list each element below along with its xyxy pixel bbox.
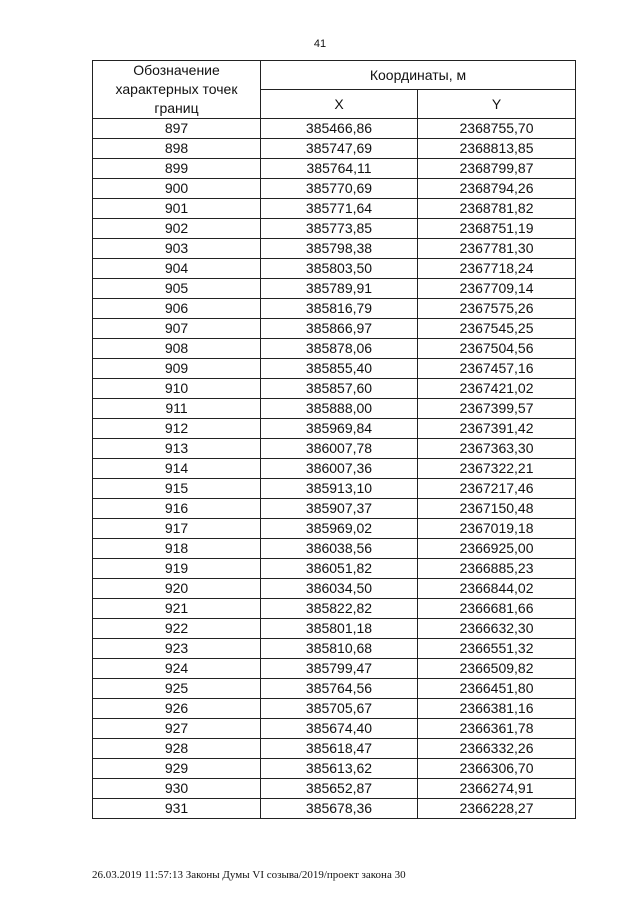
point-id-cell: 916 <box>93 499 261 519</box>
point-id-cell: 926 <box>93 699 261 719</box>
y-coordinate-cell: 2366925,00 <box>418 539 576 559</box>
y-coordinate-cell: 2367399,57 <box>418 399 576 419</box>
x-coordinate-cell: 385613,62 <box>261 759 418 779</box>
x-coordinate-cell: 385866,97 <box>261 319 418 339</box>
point-id-cell: 911 <box>93 399 261 419</box>
table-row <box>93 159 576 179</box>
x-coordinate-cell: 385652,87 <box>261 779 418 799</box>
x-coordinate-cell: 386038,56 <box>261 539 418 559</box>
y-coordinate-cell: 2367391,42 <box>418 419 576 439</box>
table-row <box>93 199 576 219</box>
x-coordinate-cell: 385810,68 <box>261 639 418 659</box>
y-coordinate-cell: 2366228,27 <box>418 799 576 819</box>
table-row <box>93 559 576 579</box>
y-coordinate-cell: 2366681,66 <box>418 599 576 619</box>
point-id-cell: 905 <box>93 279 261 299</box>
table-row <box>93 739 576 759</box>
table-row <box>93 679 576 699</box>
x-coordinate-cell: 385969,84 <box>261 419 418 439</box>
table-row <box>93 439 576 459</box>
y-coordinate-cell: 2366551,32 <box>418 639 576 659</box>
point-id-cell: 920 <box>93 579 261 599</box>
point-id-cell: 930 <box>93 779 261 799</box>
x-coordinate-cell: 385466,86 <box>261 119 418 139</box>
x-coordinate-cell: 385822,82 <box>261 599 418 619</box>
point-id-cell: 897 <box>93 119 261 139</box>
y-coordinate-cell: 2368751,19 <box>418 219 576 239</box>
point-id-cell: 929 <box>93 759 261 779</box>
y-coordinate-cell: 2366885,23 <box>418 559 576 579</box>
x-coordinate-cell: 385907,37 <box>261 499 418 519</box>
x-coordinate-cell: 386007,78 <box>261 439 418 459</box>
x-coordinate-cell: 385969,02 <box>261 519 418 539</box>
table-row <box>93 319 576 339</box>
x-coordinate-cell: 385705,67 <box>261 699 418 719</box>
table-row <box>93 799 576 819</box>
x-coordinate-cell: 385913,10 <box>261 479 418 499</box>
page-number: 41 <box>313 38 327 50</box>
table-row <box>93 179 576 199</box>
x-coordinate-cell: 385764,56 <box>261 679 418 699</box>
footer-stamp: 26.03.2019 11:57:13 Законы Думы VI созыва/2019/проект закона 30 <box>92 869 406 881</box>
table-row <box>93 219 576 239</box>
table-row <box>93 699 576 719</box>
point-id-cell: 921 <box>93 599 261 619</box>
point-id-cell: 908 <box>93 339 261 359</box>
y-coordinate-cell: 2367457,16 <box>418 359 576 379</box>
y-coordinate-cell: 2367150,48 <box>418 499 576 519</box>
y-coordinate-cell: 2368799,87 <box>418 159 576 179</box>
y-coordinate-cell: 2366844,02 <box>418 579 576 599</box>
table-row <box>93 639 576 659</box>
x-coordinate-cell: 385803,50 <box>261 259 418 279</box>
y-coordinate-cell: 2366451,80 <box>418 679 576 699</box>
table-row <box>93 619 576 639</box>
point-id-cell: 924 <box>93 659 261 679</box>
y-coordinate-cell: 2368755,70 <box>418 119 576 139</box>
point-id-cell: 919 <box>93 559 261 579</box>
table-row <box>93 119 576 139</box>
y-coordinate-cell: 2367545,25 <box>418 319 576 339</box>
x-coordinate-cell: 385857,60 <box>261 379 418 399</box>
y-coordinate-cell: 2367421,02 <box>418 379 576 399</box>
table-row <box>93 279 576 299</box>
x-coordinate-cell: 385678,36 <box>261 799 418 819</box>
point-id-cell: 902 <box>93 219 261 239</box>
point-id-cell: 906 <box>93 299 261 319</box>
table-row <box>93 359 576 379</box>
point-id-cell: 907 <box>93 319 261 339</box>
point-id-cell: 914 <box>93 459 261 479</box>
table-row <box>93 459 576 479</box>
y-coordinate-cell: 2367709,14 <box>418 279 576 299</box>
x-coordinate-cell: 386051,82 <box>261 559 418 579</box>
y-coordinate-cell: 2367575,26 <box>418 299 576 319</box>
point-id-cell: 931 <box>93 799 261 819</box>
point-id-cell: 923 <box>93 639 261 659</box>
y-coordinate-cell: 2366632,30 <box>418 619 576 639</box>
y-coordinate-cell: 2366381,16 <box>418 699 576 719</box>
x-coordinate-cell: 385816,79 <box>261 299 418 319</box>
table-row <box>93 759 576 779</box>
coordinates-table <box>92 60 576 819</box>
header-coordinates: Координаты, м <box>261 61 576 90</box>
x-coordinate-cell: 386007,36 <box>261 459 418 479</box>
point-id-cell: 910 <box>93 379 261 399</box>
table-row <box>93 399 576 419</box>
point-id-cell: 918 <box>93 539 261 559</box>
point-id-cell: 925 <box>93 679 261 699</box>
point-id-cell: 898 <box>93 139 261 159</box>
y-coordinate-cell: 2366509,82 <box>418 659 576 679</box>
table-row <box>93 659 576 679</box>
table-row <box>93 779 576 799</box>
y-coordinate-cell: 2367718,24 <box>418 259 576 279</box>
table-row <box>93 139 576 159</box>
y-coordinate-cell: 2366332,26 <box>418 739 576 759</box>
header-x: X <box>261 90 418 119</box>
table-row <box>93 539 576 559</box>
point-id-cell: 922 <box>93 619 261 639</box>
y-coordinate-cell: 2367781,30 <box>418 239 576 259</box>
point-id-cell: 913 <box>93 439 261 459</box>
y-coordinate-cell: 2367504,56 <box>418 339 576 359</box>
point-id-cell: 899 <box>93 159 261 179</box>
x-coordinate-cell: 385888,00 <box>261 399 418 419</box>
x-coordinate-cell: 386034,50 <box>261 579 418 599</box>
table-row <box>93 259 576 279</box>
y-coordinate-cell: 2368781,82 <box>418 199 576 219</box>
point-id-cell: 927 <box>93 719 261 739</box>
y-coordinate-cell: 2366306,70 <box>418 759 576 779</box>
y-coordinate-cell: 2367217,46 <box>418 479 576 499</box>
table-row <box>93 339 576 359</box>
x-coordinate-cell: 385747,69 <box>261 139 418 159</box>
table-row <box>93 239 576 259</box>
x-coordinate-cell: 385674,40 <box>261 719 418 739</box>
point-id-cell: 917 <box>93 519 261 539</box>
table-row <box>93 499 576 519</box>
table-row <box>93 719 576 739</box>
table-row <box>93 579 576 599</box>
table-row <box>93 419 576 439</box>
x-coordinate-cell: 385801,18 <box>261 619 418 639</box>
x-coordinate-cell: 385878,06 <box>261 339 418 359</box>
table-row <box>93 519 576 539</box>
y-coordinate-cell: 2367019,18 <box>418 519 576 539</box>
x-coordinate-cell: 385773,85 <box>261 219 418 239</box>
table-body <box>93 119 576 819</box>
x-coordinate-cell: 385618,47 <box>261 739 418 759</box>
y-coordinate-cell: 2368794,26 <box>418 179 576 199</box>
table-header <box>93 61 576 119</box>
x-coordinate-cell: 385764,11 <box>261 159 418 179</box>
y-coordinate-cell: 2366361,78 <box>418 719 576 739</box>
point-id-cell: 912 <box>93 419 261 439</box>
table-row <box>93 599 576 619</box>
y-coordinate-cell: 2368813,85 <box>418 139 576 159</box>
y-coordinate-cell: 2367363,30 <box>418 439 576 459</box>
point-id-cell: 900 <box>93 179 261 199</box>
x-coordinate-cell: 385855,40 <box>261 359 418 379</box>
header-y: Y <box>418 90 576 119</box>
point-id-cell: 909 <box>93 359 261 379</box>
x-coordinate-cell: 385771,64 <box>261 199 418 219</box>
y-coordinate-cell: 2367322,21 <box>418 459 576 479</box>
point-id-cell: 903 <box>93 239 261 259</box>
header-designation: Обозначение характерных точек границ <box>93 61 261 119</box>
x-coordinate-cell: 385770,69 <box>261 179 418 199</box>
point-id-cell: 915 <box>93 479 261 499</box>
x-coordinate-cell: 385789,91 <box>261 279 418 299</box>
x-coordinate-cell: 385799,47 <box>261 659 418 679</box>
point-id-cell: 901 <box>93 199 261 219</box>
table-row <box>93 379 576 399</box>
point-id-cell: 928 <box>93 739 261 759</box>
table-row <box>93 299 576 319</box>
table-row <box>93 479 576 499</box>
y-coordinate-cell: 2366274,91 <box>418 779 576 799</box>
point-id-cell: 904 <box>93 259 261 279</box>
x-coordinate-cell: 385798,38 <box>261 239 418 259</box>
